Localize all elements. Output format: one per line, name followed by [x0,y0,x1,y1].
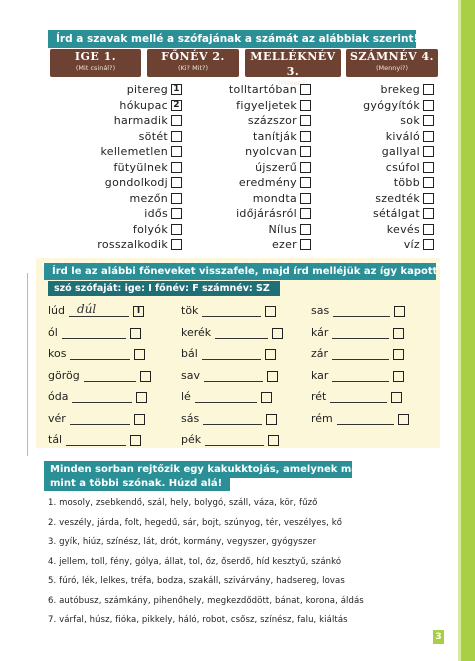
answer-line[interactable] [332,372,389,382]
task3-instruction-line1: Minden sorban rejtőzik egy kakukktojás, amelynek más a szófaja, [44,461,352,478]
noun-item [48,412,145,425]
type-box[interactable] [272,328,283,339]
type-box[interactable] [398,414,409,425]
answer-line[interactable] [337,415,394,425]
word-label: fütyülnek [113,160,168,174]
word-row [40,222,182,238]
noun-item [48,326,141,339]
task1-instruction: Írd a szavak mellé a szófajának a számát az alábbiak szerint! [48,30,416,48]
word-label: hókupac [119,98,168,112]
word-label: víz [403,238,420,252]
word-row [300,98,434,114]
header-szamnev [346,49,438,77]
noun-word: zár [311,347,329,360]
type-box[interactable] [130,328,141,339]
noun-item [181,326,283,339]
type-box[interactable] [130,435,141,446]
noun-word: tök [181,304,199,317]
answer-line[interactable] [69,302,129,317]
noun-word: kar [311,368,329,382]
answer-line[interactable] [332,329,389,339]
word-label: gallyal [381,145,420,159]
word-label: folyók [132,222,168,236]
noun-word: rém [311,411,333,425]
noun-word: kár [311,325,329,339]
word-label: szedték [375,191,420,205]
answer-box[interactable] [423,131,434,142]
answer-box[interactable] [423,224,434,235]
answer-line[interactable] [205,436,264,446]
noun-word: tál [48,433,63,446]
header-melleknev-sub: (Milyen?) [278,79,308,87]
answer-box[interactable]: 1 [171,84,182,95]
sentence-line[interactable]: 5. fúró, lék, lelkes, tréfa, bodza, szakáll, szivárvány, hadsereg, lovas [48,576,345,586]
word-row [170,82,311,98]
noun-item [181,304,276,317]
answer-line[interactable] [204,372,263,382]
word-row [170,160,311,176]
answer-line[interactable] [202,307,261,317]
noun-item [48,369,151,382]
word-label: eredmény [238,176,297,190]
answer-box[interactable]: 2 [171,100,182,111]
word-label: újszerű [255,160,297,174]
header-melleknev [245,49,341,87]
word-row [170,144,311,160]
type-box[interactable] [136,392,147,403]
noun-item [311,347,404,360]
type-box[interactable] [393,371,404,382]
answer-line[interactable] [332,350,389,360]
type-box[interactable] [394,306,405,317]
header-ige-title: IGE 1. [74,50,117,63]
type-box[interactable] [261,392,272,403]
noun-word: sav [181,368,200,382]
word-row [170,222,311,238]
noun-item [181,347,276,360]
noun-item [48,304,144,317]
word-label: sötét [138,129,168,143]
noun-word: görög [48,368,80,382]
noun-item [181,412,277,425]
type-box[interactable] [391,392,402,403]
noun-item [181,433,279,446]
word-label: sétálgat [372,207,420,221]
word-row [40,237,182,253]
page-spine [461,0,475,661]
noun-item [48,390,147,403]
word-row [300,206,434,222]
answer-box[interactable] [423,193,434,204]
word-label: kellemetlen [100,145,168,159]
header-ige [50,49,141,77]
sentence-line[interactable]: 6. autóbusz, számkány, pihenőhely, megkezdődött, bánat, korona, áldás [48,595,364,606]
word-label: gondolkodj [104,176,168,190]
answer-line[interactable] [195,393,257,403]
word-column-2 [170,82,311,253]
word-row [170,113,311,129]
word-row [170,98,311,114]
noun-word: rét [311,390,327,403]
noun-item [181,390,272,403]
answer-line[interactable] [203,415,262,425]
word-row [170,206,311,222]
type-box[interactable] [265,306,276,317]
noun-word: kos [48,347,67,360]
answer-line[interactable] [215,329,268,339]
word-row [40,129,182,145]
word-label: több [393,176,420,190]
word-row [300,191,434,207]
type-box[interactable] [393,328,404,339]
word-row [170,191,311,207]
noun-word: sás [181,411,200,425]
example-answer: dúl [77,302,97,316]
noun-item [311,304,405,317]
sentence-line[interactable]: 4. jellem, toll, fény, gólya, állat, tol, őz, őserdő, híd kesztyű, szánkó [48,556,342,567]
word-row [40,98,182,114]
header-ige-sub: (Mit csinál?) [75,64,116,72]
noun-word: vér [48,411,66,425]
word-row [300,175,434,191]
word-label: harmadik [113,114,168,128]
page-number: 3 [433,630,444,644]
type-box[interactable] [267,371,278,382]
word-label: figyeljetek [236,98,297,112]
type-box[interactable] [134,414,145,425]
answer-box[interactable] [423,162,434,173]
answer-box[interactable] [423,146,434,157]
type-box[interactable] [140,371,151,382]
word-label: Nílus [268,222,297,236]
sentence-line[interactable]: 1. mosoly, zsebkendő, szál, hely, bolygó, száll, váza, kör, fűző [48,498,318,508]
answer-line[interactable] [333,307,390,317]
word-label: ezer [271,238,297,252]
word-row [300,160,434,176]
answer-box[interactable] [423,239,434,250]
answer-box[interactable] [423,100,434,111]
header-szamnev-sub: (Mennyi?) [375,64,409,72]
task3-instruction-line2: mint a többi szónak. Húzd alá! [44,476,230,491]
answer-line[interactable] [62,329,126,339]
answer-line[interactable] [84,372,136,382]
header-szamnev-title: SZÁMNÉV 4. [350,50,434,63]
type-box[interactable] [266,414,277,425]
answer-line[interactable] [70,350,130,360]
margin-line [27,273,28,456]
word-label: százszor [247,114,297,128]
word-row [300,129,434,145]
noun-word: lúd [48,304,66,317]
type-box[interactable] [393,349,404,360]
answer-box[interactable] [423,115,434,126]
answer-box[interactable] [423,84,434,95]
word-label: kiváló [385,129,420,143]
type-box[interactable]: I [133,306,144,317]
answer-line[interactable] [202,350,261,360]
word-label: csúfol [385,160,420,174]
word-row [300,222,434,238]
word-row [40,160,182,176]
word-column-1 [40,82,182,253]
task2-instruction: Írd le az alábbi főneveket visszafele, majd írd melléjük az így kapott [44,263,436,280]
answer-box[interactable] [423,208,434,219]
noun-item [311,390,402,403]
header-fonev-sub: (Ki? Mit?) [177,64,209,72]
noun-word: lé [181,390,191,403]
header-melleknev-title: MELLÉKNÉV 3. [250,50,336,78]
word-column-3 [300,82,434,253]
word-label: sok [400,114,420,128]
noun-item [311,326,404,339]
word-label: nyolcvan [245,145,297,159]
word-row [170,237,311,253]
word-label: pitereg [126,83,168,97]
word-label: tolltartóban [228,83,297,97]
word-row [40,175,182,191]
answer-box[interactable] [423,177,434,188]
type-box[interactable] [265,349,276,360]
answer-line[interactable] [72,393,132,403]
word-row [300,82,434,98]
noun-item [181,369,278,382]
answer-line[interactable] [330,393,387,403]
word-label: mondta [252,191,297,205]
noun-word: sas [311,304,330,317]
word-label: mezőn [129,191,168,205]
sentence-line[interactable]: 3. gyík, hiúz, színész, lát, drót, kormány, vegyszer, gyógyszer [48,537,317,547]
noun-word: ól [48,325,58,339]
word-label: kevés [386,222,420,236]
noun-word: bál [181,347,198,360]
task2-legend: szó szófaját: ige: I főnév: F számnév: SZ [48,281,280,296]
header-fonev-title: FŐNÉV 2. [161,50,225,63]
noun-item [48,347,145,360]
word-label: időjárásról [236,207,297,221]
word-row [300,113,434,129]
answer-line[interactable] [70,415,130,425]
sentence-line[interactable]: 2. veszély, járda, folt, hegedű, sár, bojt, szúnyog, tér, veszélyes, kő [48,517,343,528]
word-row [40,191,182,207]
word-label: rosszalkodik [97,238,168,252]
word-label: brekeg [380,83,420,97]
word-row [40,206,182,222]
word-row [170,175,311,191]
word-row [300,144,434,160]
type-box[interactable] [268,435,279,446]
word-row [40,113,182,129]
word-label: tanítják [253,129,297,143]
word-row [40,82,182,98]
noun-word: kerék [181,325,212,339]
noun-word: óda [48,390,69,403]
noun-word: pék [181,433,202,446]
noun-item [311,412,409,425]
word-label: gyógyítók [363,98,420,112]
type-box[interactable] [134,349,145,360]
noun-item [48,433,141,446]
answer-line[interactable] [66,436,126,446]
word-row [170,129,311,145]
word-label: idős [144,207,168,221]
word-row [40,144,182,160]
header-fonev [147,49,239,77]
sentence-line[interactable]: 7. várfal, húsz, fióka, pikkely, háló, robot, csősz, színész, falu, kiáltás [48,615,348,625]
noun-item [311,369,404,382]
word-row [300,237,434,253]
